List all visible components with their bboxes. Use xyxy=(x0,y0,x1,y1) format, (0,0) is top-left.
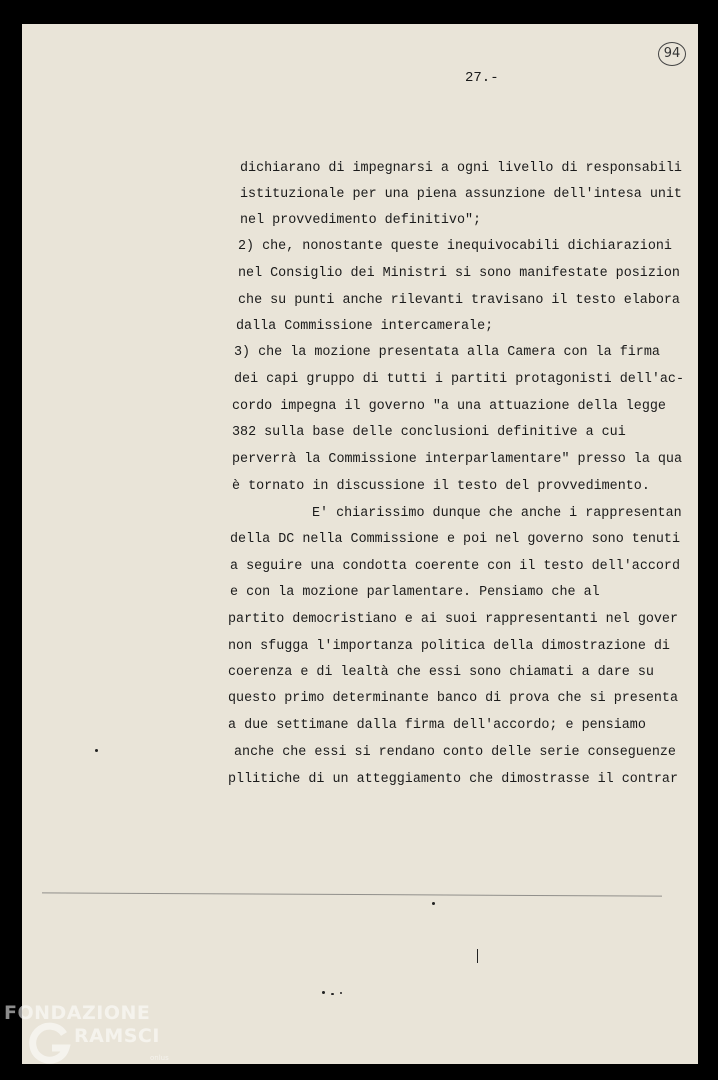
body-line-16: a seguire una condotta coerente con il testo dell'accord xyxy=(230,559,680,574)
body-line-20: coerenza e di lealtà che essi sono chiamati a dare su xyxy=(228,665,654,680)
gramsci-g-logo-icon xyxy=(28,1022,72,1066)
archive-page-stamp: 94 xyxy=(658,42,686,66)
body-line-7: dalla Commissione intercamerale; xyxy=(236,319,494,334)
body-line-5: nel Consiglio dei Ministri si sono manifestate posizion xyxy=(238,266,680,281)
body-line-14: E' chiarissimo dunque che anche i rappresentan xyxy=(312,506,682,521)
watermark-line-2: RAMSCI xyxy=(74,1025,160,1047)
body-line-12: perverrà la Commissione interparlamentare" presso la qua xyxy=(232,452,682,467)
body-line-10: cordo impegna il governo "a una attuazione della legge xyxy=(232,399,666,414)
body-line-24: pllitiche di un atteggiamento che dimostrasse il contrar xyxy=(228,772,678,787)
paper-speck xyxy=(432,902,435,905)
page-number: 27.- xyxy=(465,70,499,86)
body-line-19: non sfugga l'importanza politica della dimostrazione di xyxy=(228,639,670,654)
watermark-line-1: FONDAZIONE xyxy=(4,1002,151,1024)
paper-speck xyxy=(477,949,478,963)
body-line-6: che su punti anche rilevanti travisano il testo elabora xyxy=(238,293,680,308)
body-line-3: nel provvedimento definitivo"; xyxy=(240,213,482,228)
paper-speck xyxy=(95,749,98,752)
body-line-23: anche che essi si rendano conto delle serie conseguenze xyxy=(234,745,676,760)
fondazione-gramsci-watermark xyxy=(4,1002,184,1072)
body-line-13: è tornato in discussione il testo del provvedimento. xyxy=(232,479,650,494)
body-line-9: dei capi gruppo di tutti i partiti protagonisti dell'ac- xyxy=(234,372,684,387)
body-line-11: 382 sulla base delle conclusioni definitive a cui xyxy=(232,425,626,440)
body-line-15: della DC nella Commissione e poi nel governo sono tenuti xyxy=(230,532,680,547)
paper-speck xyxy=(322,991,325,994)
document-page xyxy=(22,24,698,1064)
body-line-22: a due settimane dalla firma dell'accordo; e pensiamo xyxy=(228,718,646,733)
paper-speck xyxy=(340,992,342,994)
watermark-suffix: onlus xyxy=(150,1054,169,1062)
page-divider-line xyxy=(42,892,662,896)
body-line-1: dichiarano di impegnarsi a ogni livello di responsabili xyxy=(240,161,682,176)
body-line-17: e con la mozione parlamentare. Pensiamo che al xyxy=(230,585,600,600)
body-line-8: 3) che la mozione presentata alla Camera con la firma xyxy=(234,345,660,360)
paper-speck xyxy=(331,993,334,995)
body-line-4: 2) che, nonostante queste inequivocabili dichiarazioni xyxy=(238,239,672,254)
body-line-2: istituzionale per una piena assunzione dell'intesa unit xyxy=(240,187,682,202)
body-line-21: questo primo determinante banco di prova che si presenta xyxy=(228,691,678,706)
body-line-18: partito democristiano e ai suoi rappresentanti nel gover xyxy=(228,612,678,627)
